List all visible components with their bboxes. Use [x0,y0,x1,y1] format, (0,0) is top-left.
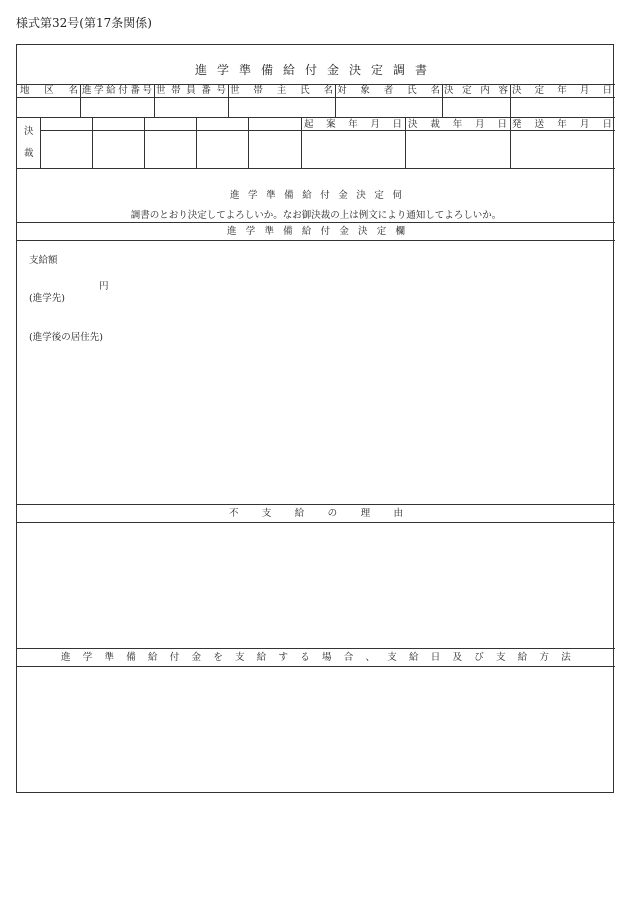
approval-label-1: 決 [24,126,34,137]
label-char: 日 [392,119,402,130]
label-char: す [278,652,289,663]
label-char: 氏 [300,85,310,96]
label-char: 付 [169,652,180,663]
member-number-header [156,86,226,96]
label-char: 定 [462,85,472,96]
label-char: 給 [302,190,312,201]
rule [17,666,615,667]
label-char: 金 [338,190,348,201]
inquiry-heading [230,191,402,201]
grant-number-header [82,86,152,96]
label-char: 世 [230,85,240,96]
label-char: 定 [534,85,545,96]
label-char: 進 [61,652,71,663]
label-char: 象 [360,85,370,96]
rule [335,84,336,117]
rule [144,117,145,168]
rule [228,84,229,117]
label-char: 理 [360,508,371,519]
label-char: 主 [276,85,287,96]
label-char: 学 [248,190,258,201]
label-char: 容 [498,85,508,96]
head-name-header [230,86,333,96]
rule [405,117,406,168]
label-char: 進 [227,226,237,237]
rule [17,240,615,241]
rule [196,117,197,168]
label-char: 給 [301,226,312,237]
label-char: 月 [579,85,590,96]
label-char: 日 [497,119,507,130]
label-char: 準 [264,226,274,237]
label-char: 学 [245,226,256,237]
district-header [20,86,78,96]
target-name-header [337,86,440,96]
label-char: 内 [480,85,490,96]
label-char: 法 [561,652,571,663]
label-char: 号 [216,85,226,96]
label-char: 区 [44,85,54,96]
decision-form [16,44,614,793]
label-char: 進 [230,190,240,201]
label-char: 付 [118,85,128,96]
label-char: 、 [365,652,376,663]
form-title: 進学準備給付金決定調書 [194,63,437,77]
label-char: 給 [256,652,267,663]
label-char: 合 [343,652,354,663]
rule [17,168,615,169]
rule [92,117,93,168]
label-char: 年 [557,85,567,96]
label-char: 送 [534,119,545,130]
label-char: 年 [557,119,567,130]
rule [40,130,615,131]
label-char: 支 [261,508,272,519]
label-char: 定 [374,190,384,201]
label-char: 員 [186,85,196,96]
label-char: 地 [20,85,30,96]
rule [154,84,155,117]
label-char: 備 [126,652,136,663]
label-char: 案 [326,119,336,130]
label-char: 決 [512,85,522,96]
label-char: る [300,652,310,663]
label-char: 方 [539,652,550,663]
sent-date-header [512,120,612,130]
label-char: 決 [408,119,418,130]
label-char: 備 [284,190,294,201]
label-char: 決 [356,190,366,201]
label-char: 不 [229,508,239,519]
rule [248,117,249,168]
label-char: 対 [337,85,347,96]
label-char: 日 [430,652,441,663]
label-char: 及 [452,652,463,663]
label-char: 発 [512,119,522,130]
yen-label: 円 [99,281,109,292]
rule [80,84,81,117]
label-char: 号 [142,85,152,96]
decision-header [444,86,508,96]
label-char: 付 [320,226,331,237]
school-label: (進学先) [29,293,65,304]
label-char: の [327,508,338,519]
label-char: 学 [94,85,104,96]
label-char: 者 [383,85,394,96]
label-char: 月 [475,119,485,130]
approval-label-2: 裁 [24,148,34,159]
label-char: 決 [444,85,454,96]
label-char: 給 [409,652,419,663]
label-char: 場 [322,652,332,663]
label-char: 備 [283,226,293,237]
label-char: 日 [602,85,612,96]
label-char: 付 [320,190,330,201]
rule [301,117,302,168]
label-char: 帯 [171,85,181,96]
label-char: 金 [339,226,349,237]
label-char: 名 [430,85,440,96]
label-char: び [474,652,484,663]
label-char: 金 [191,652,202,663]
rule [510,117,511,168]
label-char: 名 [68,85,78,96]
label-char: 月 [579,119,590,130]
label-char: 給 [106,85,116,96]
label-char: 由 [393,508,403,519]
rule [17,504,615,505]
label-char: 給 [148,652,158,663]
residence-label: (進学後の居住先) [29,332,103,343]
label-char: 準 [104,652,115,663]
rule [442,84,443,117]
label-char: 日 [602,119,612,130]
inquiry-text: 調書のとおり決定してよろしいか。なお御決裁の上は例文により通知してよろしいか。 [130,210,502,221]
draft-date-header [304,120,402,130]
label-char: 学 [82,652,93,663]
label-char: 月 [370,119,380,130]
label-char: 番 [130,85,140,96]
label-char: 支 [387,652,397,663]
label-char: 名 [323,85,333,96]
label-char: 裁 [430,119,440,130]
label-char: 支 [496,652,506,663]
payment-method-heading [61,653,571,663]
label-char: 伺 [392,190,402,201]
rule [17,97,615,98]
decision-date-header [512,86,612,96]
label-char: 欄 [395,226,405,237]
label-char: 起 [304,119,314,130]
label-char: 帯 [253,85,263,96]
label-char: 番 [201,85,211,96]
label-char: 支 [235,652,245,663]
rule [17,117,615,118]
rule [17,222,615,223]
label-char: 決 [358,226,368,237]
label-char: 給 [517,652,528,663]
rule [40,117,41,168]
label-char: 年 [348,119,358,130]
rule [510,84,511,117]
approved-date-header [408,120,507,130]
label-char: 氏 [407,85,417,96]
label-char: 給 [294,508,305,519]
label-char: 進 [82,85,92,96]
rule [17,648,615,649]
label-char: 定 [376,226,387,237]
label-char: 年 [452,119,463,130]
decision-section-heading [227,227,405,237]
form-number: 様式第32号(第17条関係) [16,16,152,30]
label-char: を [213,652,223,663]
non-payment-heading [229,509,403,519]
label-char: 世 [156,85,166,96]
label-char: 準 [266,190,276,201]
rule [17,522,615,523]
amount-label: 支給額 [29,255,58,266]
